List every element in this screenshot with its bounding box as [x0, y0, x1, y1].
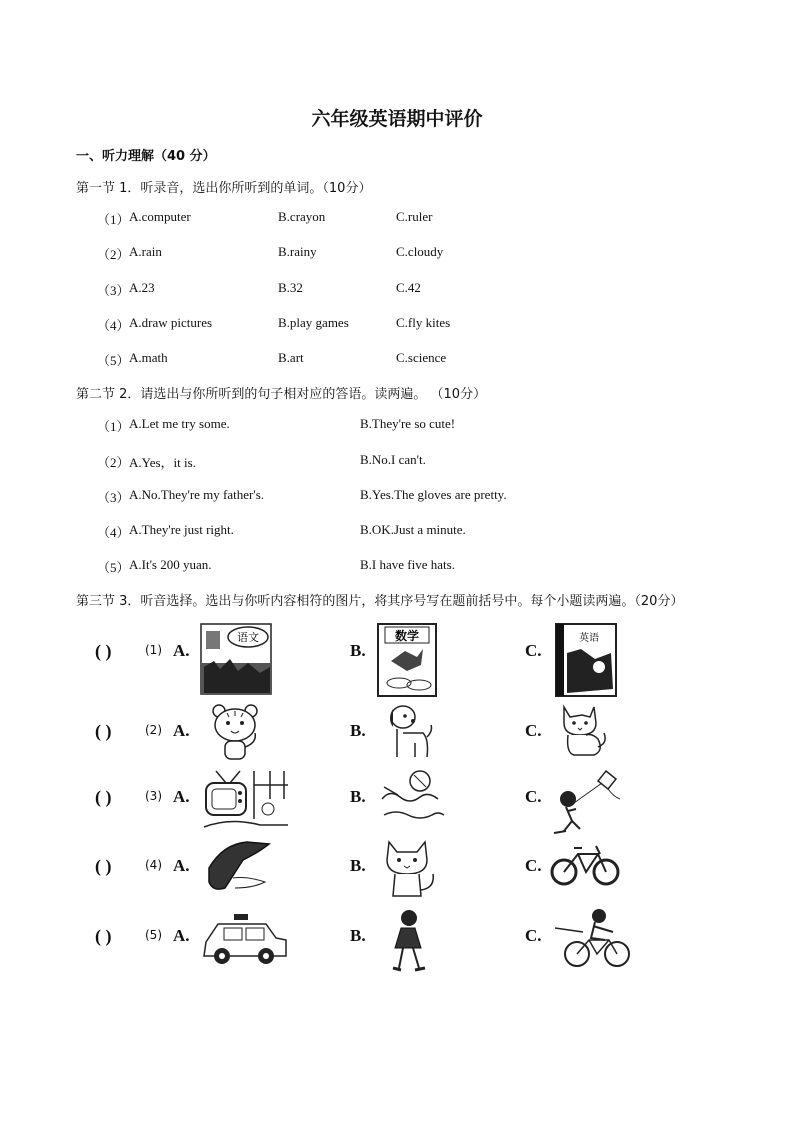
- answer-bracket: ( ): [95, 787, 112, 807]
- book-cover-text: 英语: [579, 633, 599, 644]
- option-b: B.play games: [278, 315, 349, 330]
- answer-bracket: ( ): [95, 721, 112, 741]
- english-book-picture: [555, 623, 617, 697]
- option-a-label: A.: [173, 641, 190, 660]
- option-a: A.math: [129, 350, 168, 365]
- option-a-label: A.: [173, 721, 190, 740]
- book-cover-text: 语文: [237, 631, 259, 644]
- section1-item-4: [97, 315, 717, 333]
- cat-face-picture: [383, 838, 439, 900]
- dog-picture: [383, 703, 433, 763]
- item-number: （5）: [97, 560, 130, 575]
- section2-item-3: [97, 487, 717, 505]
- option-b: B.art: [278, 350, 304, 365]
- watching-tv-picture: [200, 769, 290, 831]
- option-a: A.rain: [129, 244, 162, 259]
- answer-bracket: ( ): [95, 641, 112, 661]
- option-c: C.cloudy: [396, 244, 444, 259]
- option-b-label: B.: [350, 856, 366, 875]
- option-b-label: B.: [350, 641, 366, 660]
- question-number: (3): [145, 789, 162, 803]
- bike-picture: [550, 838, 622, 888]
- item-number: （4）: [97, 318, 130, 333]
- part1-heading: 一、听力理解（40 分）: [76, 149, 216, 164]
- option-c-label: C.: [525, 926, 542, 945]
- option-b-label: B.: [350, 926, 366, 945]
- math-book-picture: [377, 623, 437, 697]
- riding-bike-picture: [553, 908, 633, 970]
- walking-girl-picture: [385, 908, 431, 974]
- picture-question-1: [95, 623, 715, 698]
- option-a: A.They're just right.: [129, 522, 234, 537]
- item-number: （3）: [97, 283, 130, 298]
- page-title: 六年级英语期中评价: [311, 108, 483, 130]
- answer-bracket: ( ): [95, 926, 112, 946]
- book-cover-text: 数学: [394, 629, 420, 643]
- option-b: B.rainy: [278, 244, 317, 259]
- option-a: A.Yes，it is.: [129, 455, 196, 470]
- flying-kite-picture: [550, 769, 626, 839]
- option-c-label: C.: [525, 856, 542, 875]
- option-b-label: B.: [350, 787, 366, 806]
- option-c: C.42: [396, 280, 421, 295]
- question-number: (5): [145, 928, 162, 942]
- option-a: A.Let me try some.: [129, 416, 230, 431]
- option-b: B.No.I can't.: [360, 452, 426, 467]
- picture-question-3: [95, 769, 715, 844]
- option-a: A.No.They're my father's.: [129, 487, 265, 502]
- option-c: C.fly kites: [396, 315, 451, 330]
- chinese-book-picture: [200, 623, 272, 695]
- answer-bracket: ( ): [95, 856, 112, 876]
- item-number: （2）: [97, 247, 130, 262]
- option-b: B.Yes.The gloves are pretty.: [360, 487, 507, 502]
- item-number: （2）: [97, 455, 130, 470]
- car-picture: [200, 908, 290, 970]
- item-number: （5）: [97, 353, 130, 368]
- question-number: (1): [145, 643, 162, 657]
- swimming-picture: [380, 769, 446, 829]
- option-b-label: B.: [350, 721, 366, 740]
- cat-picture: [558, 703, 608, 759]
- option-b: B.They're so cute!: [360, 416, 456, 431]
- section3-instruction: 第三节 3．听音选择。选出与你听内容相符的图片，将其序号写在题前括号中。每个小题读两遍。（20分）: [76, 594, 684, 609]
- tiger-picture: [207, 703, 263, 763]
- item-number: （3）: [97, 490, 130, 505]
- section1-item-5: [97, 350, 717, 368]
- option-c-label: C.: [525, 787, 542, 806]
- picture-question-2: [95, 703, 715, 778]
- option-a: A.draw pictures: [129, 315, 213, 330]
- section2-item-1: [97, 416, 717, 434]
- question-number: (2): [145, 723, 162, 737]
- option-a-label: A.: [173, 787, 190, 806]
- option-b: B.32: [278, 280, 303, 295]
- question-number: (4): [145, 858, 162, 872]
- item-number: （1）: [97, 212, 130, 227]
- item-number: （1）: [97, 419, 130, 434]
- item-number: （4）: [97, 525, 130, 540]
- option-c: C.ruler: [396, 209, 433, 224]
- picture-question-5: [95, 908, 715, 983]
- picture-question-4: [95, 838, 715, 913]
- shoe-picture: [203, 838, 271, 896]
- section2-item-4: [97, 522, 717, 540]
- section2-item-5: [97, 557, 717, 575]
- option-a: A.computer: [129, 209, 191, 224]
- section1-item-1: [97, 209, 717, 227]
- section1-instruction: 第一节 1．听录音，选出你所听到的单词。（10分）: [76, 181, 372, 196]
- section2-instruction: 第二节 2．请选出与你所听到的句子相对应的答语。读两遍。 （10分）: [76, 387, 487, 402]
- option-b: B.OK.Just a minute.: [360, 522, 466, 537]
- section2-item-2: [97, 452, 717, 470]
- option-b: B.I have five hats.: [360, 557, 455, 572]
- option-b: B.crayon: [278, 209, 326, 224]
- option-a-label: A.: [173, 926, 190, 945]
- option-c-label: C.: [525, 721, 542, 740]
- section1-item-2: [97, 244, 717, 262]
- option-a-label: A.: [173, 856, 190, 875]
- option-a: A.23: [129, 280, 155, 295]
- option-c: C.science: [396, 350, 447, 365]
- option-a: A.It's 200 yuan.: [129, 557, 212, 572]
- section1-item-3: [97, 280, 717, 298]
- option-c-label: C.: [525, 641, 542, 660]
